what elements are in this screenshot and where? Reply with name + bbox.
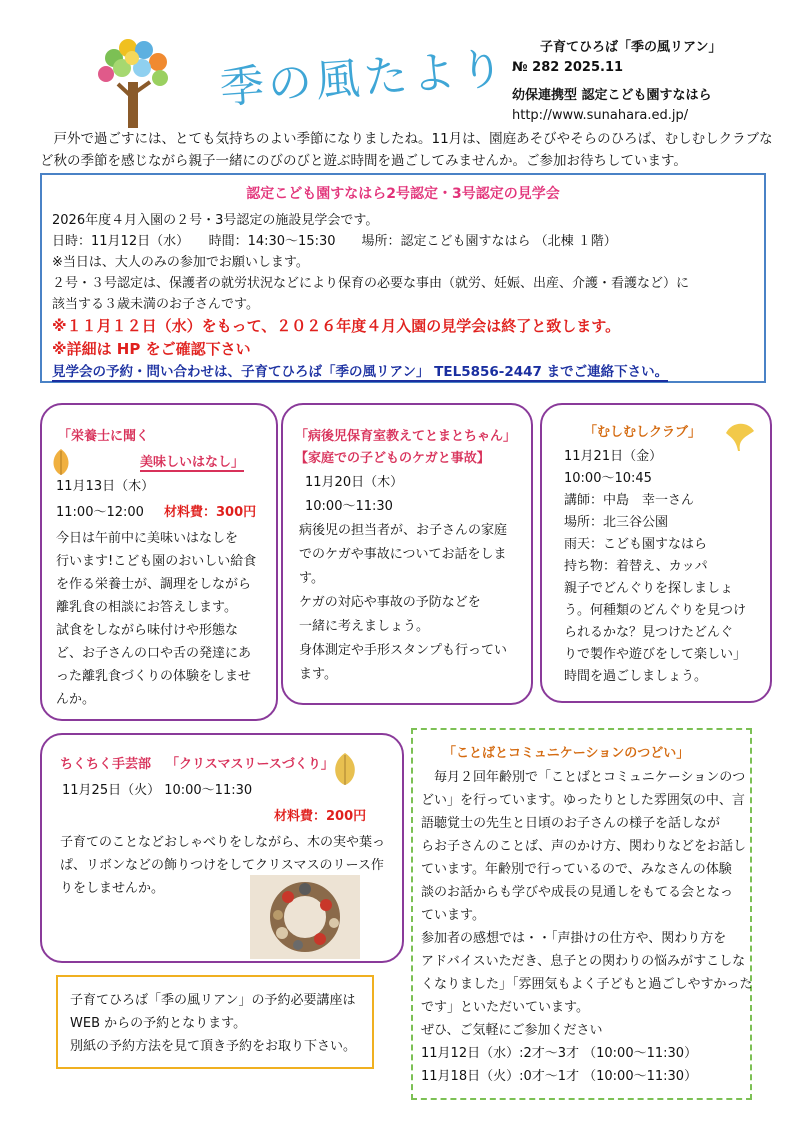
school-name: 幼保連携型 認定こども園すなはら bbox=[512, 88, 712, 103]
tour-end-notice: ※１１月１２日（水）をもって、２０２６年度４月入園の見学会は終了と致します。 bbox=[52, 317, 621, 335]
bugclub-line: 講師：中島 幸一さん bbox=[564, 493, 695, 508]
nutrition-date: 11月13日（木） bbox=[56, 479, 155, 494]
intro-line: 戸外で過ごすには、とても気持ちのよい季節になりましたね。11月は、園庭あそびやそらのひろば、むしむしクラブな bbox=[40, 131, 773, 147]
sickcare-line: でのケガや事故についてお話をしま bbox=[299, 547, 507, 562]
craft-line: 子育てのことなどおしゃべりをしながら、木の実や葉っ bbox=[60, 835, 386, 850]
sickcare-line: 一緒に考えましょう。 bbox=[299, 619, 430, 634]
craft-fee: 材料費：200円 bbox=[274, 809, 367, 824]
nutrition-line: んか。 bbox=[56, 692, 96, 707]
communication-line: ています。 bbox=[421, 908, 485, 923]
communication-line: 参加者の感想では・・「声掛けの仕方や、関わり方を bbox=[421, 931, 727, 946]
leaf-icon bbox=[328, 751, 362, 787]
website-url[interactable]: http://www.sunahara.ed.jp/ bbox=[512, 108, 689, 123]
craft-line: りをしませんか。 bbox=[60, 881, 165, 896]
ginkgo-leaf-icon bbox=[722, 421, 756, 453]
reservation-line: 子育てひろば「季の風リアン」の予約必要講座は bbox=[70, 993, 356, 1008]
sickcare-line: す。 bbox=[299, 571, 324, 586]
communication-box bbox=[411, 728, 752, 1100]
leaf-icon bbox=[48, 447, 74, 477]
communication-line: ています。年齢別で行っているので、みなさんの体験 bbox=[421, 862, 732, 877]
communication-line: です」といただいています。 bbox=[421, 1000, 589, 1015]
nutrition-time: 11:00～12:00 bbox=[56, 505, 144, 520]
communication-schedule: 11月12日（水）:2才～3才 （10:00～11:30） bbox=[421, 1046, 698, 1061]
tree-logo bbox=[88, 38, 178, 130]
sickcare-title: 「病後児保育室教えてとまとちゃん」 bbox=[295, 429, 517, 444]
nutrition-line: 離乳食の相談にお答えします。 bbox=[56, 600, 237, 615]
nutrition-line: 行います!こども園のおいしい給食 bbox=[56, 554, 257, 569]
reservation-box bbox=[56, 975, 374, 1069]
bugclub-line: う。何種類のどんぐりを見つけ bbox=[564, 603, 747, 618]
bugclub-title: 「むしむしクラブ」 bbox=[584, 425, 702, 440]
org-name: 子育てひろば「季の風リアン」 bbox=[540, 40, 722, 55]
sickcare-subtitle: 【家庭での子どものケガと事故】 bbox=[295, 451, 490, 466]
nutrition-title: 「栄養士に聞く bbox=[58, 429, 150, 444]
tour-line: 日時：11月12日（水） 時間：14:30～15:30 場所：認定こども園すなはら （北棟 １階） bbox=[52, 234, 617, 249]
craft-line: ぱ、リボンなどの飾りつけをしてクリスマスのリース作 bbox=[60, 858, 384, 873]
bugclub-line: 持ち物：着替え、カッパ bbox=[564, 559, 708, 574]
nutrition-line: 試食をしながら味付けや形態な bbox=[56, 623, 239, 638]
communication-schedule: 11月18日（火）:0才～1才 （10:00～11:30） bbox=[421, 1069, 698, 1084]
communication-line: アドバイスいただき、息子との関わりの悩みがすこしな bbox=[421, 954, 746, 969]
bugclub-line: 時間を過ごしましょう。 bbox=[564, 669, 708, 684]
communication-line: 談のお話からも学びや成長の見通しをもてる会となっ bbox=[421, 885, 734, 900]
nutrition-line: を作る栄養士が、調理をしながら bbox=[56, 577, 252, 592]
tour-line: 該当する３歳未満のお子さんです。 bbox=[52, 297, 259, 312]
bugclub-line: 11月21日（金） bbox=[564, 449, 663, 464]
tour-line: ※当日は、大人のみの参加でお願いします。 bbox=[52, 255, 309, 270]
tour-box bbox=[40, 173, 766, 383]
nutrition-title: 美味しいはなし」 bbox=[140, 451, 244, 472]
sickcare-date: 11月20日（木） bbox=[305, 475, 404, 490]
communication-line: らお子さんのことば、声のかけ方、関わりなどをお話し bbox=[421, 839, 747, 854]
sickcare-line: ケガの対応や事故の予防などを bbox=[299, 595, 481, 610]
tour-contact: 見学会の予約・問い合わせは、子育てひろば「季の風リアン」 TEL5856-2447 までご連絡下さい。 bbox=[52, 360, 668, 382]
bugclub-line: 親子でどんぐりを探しましょ bbox=[564, 581, 734, 596]
bugclub-box bbox=[540, 403, 772, 703]
sickcare-time: 10:00～11:30 bbox=[305, 499, 393, 514]
sickcare-line: 病後児の担当者が、お子さんの家庭 bbox=[299, 523, 508, 538]
sickcare-line: 身体測定や手形スタンプも行ってい bbox=[299, 643, 508, 658]
bugclub-line: 10:00～10:45 bbox=[564, 471, 652, 486]
tour-hp-notice: ※詳細は HP をご確認下さい bbox=[52, 340, 251, 358]
tour-line: 2026年度４月入園の２号・3号認定の施設見学会です。 bbox=[52, 213, 379, 228]
wreath-photo bbox=[250, 875, 360, 959]
sickcare-line: ます。 bbox=[299, 667, 337, 682]
nutrition-box bbox=[40, 403, 278, 721]
nutrition-fee: 材料費：300円 bbox=[164, 505, 257, 520]
communication-line: 毎月２回年齢別で「ことばとコミュニケーションのつ bbox=[421, 770, 746, 785]
sickcare-box bbox=[281, 403, 533, 705]
bugclub-line: りで製作や遊びをして楽しい」 bbox=[564, 647, 747, 662]
craft-datetime: 11月25日（火） 10:00～11:30 bbox=[62, 783, 253, 798]
communication-line: くなりました」「雰囲気もよく子どもと過ごしやすかった bbox=[421, 977, 753, 992]
intro-text bbox=[40, 128, 773, 172]
nutrition-line: 今日は午前中に美味いはなしを bbox=[56, 531, 239, 546]
newsletter-title: 季の風たより bbox=[218, 43, 510, 115]
tour-line: ２号・３号認定は、保護者の就労状況などにより保育の必要な事由（就労、妊娠、出産、介護・看護など）に bbox=[52, 276, 690, 291]
reservation-line: WEB からの予約となります。 bbox=[70, 1016, 247, 1031]
issue-number: № 282 2025.11 bbox=[512, 60, 624, 75]
nutrition-line: ど、お子さんの口や舌の発達にあ bbox=[56, 646, 252, 661]
bugclub-line: られるかな？見つけたどんぐ bbox=[564, 625, 734, 640]
communication-line: 語聴覚士の先生と日頃のお子さんの様子を話しなが bbox=[421, 816, 721, 831]
craft-box bbox=[40, 733, 404, 963]
tour-title: 認定こども園すなはら2号認定・3号認定の見学会 bbox=[246, 186, 560, 202]
communication-title: 「ことばとコミュニケーションのつどい」 bbox=[443, 746, 690, 761]
craft-club: ちくちく手芸部 bbox=[60, 757, 152, 772]
communication-line: ぜひ、ご気軽にご参加ください bbox=[421, 1023, 603, 1038]
communication-line: どい」を行っています。ゆったりとした雰囲気の中、言 bbox=[421, 793, 745, 808]
reservation-line: 別紙の予約方法を見て頂き予約をお取り下さい。 bbox=[70, 1039, 357, 1054]
craft-title: 「クリスマスリースづくり」 bbox=[166, 757, 334, 772]
bugclub-line: 雨天：こども園すなはら bbox=[564, 537, 708, 552]
bugclub-line: 場所：北三谷公園 bbox=[564, 515, 669, 530]
intro-line: ど秋の季節を感じながら親子一緒にのびのびと遊ぶ時間を過ごしてみませんか。ご参加お待ちしています。 bbox=[40, 153, 687, 169]
nutrition-line: った離乳食づくりの体験をしませ bbox=[56, 669, 252, 684]
